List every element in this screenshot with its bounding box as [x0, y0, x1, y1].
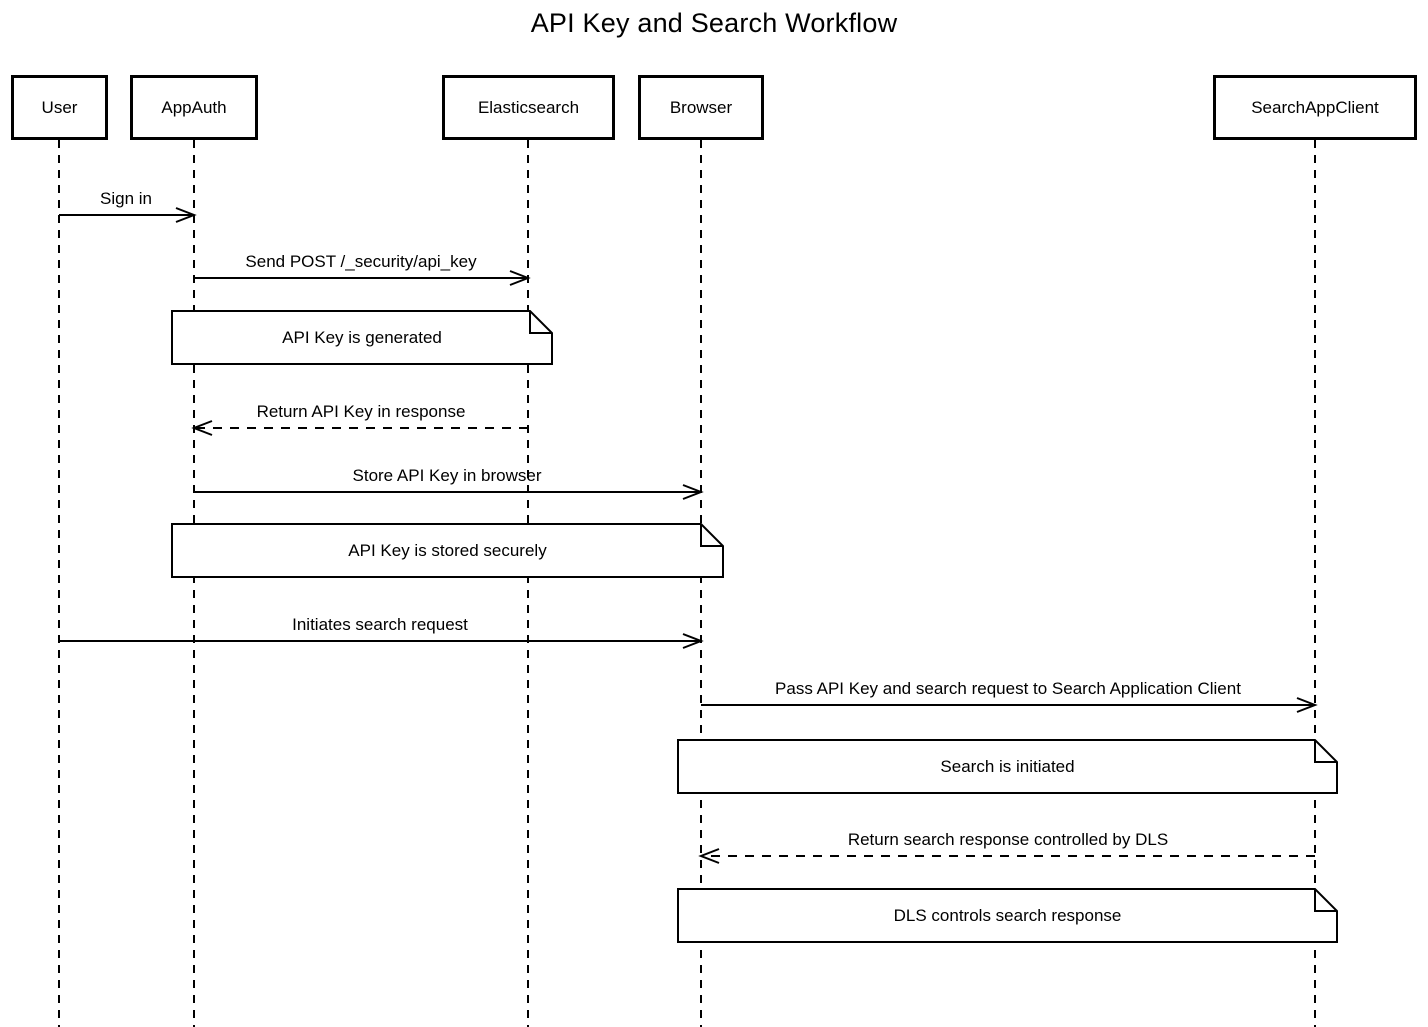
participant-appauth [130, 75, 258, 140]
message-arrow-store-api-key [194, 485, 701, 499]
message-arrow-return-search-response [701, 849, 1315, 863]
participant-browser-label: Browser [669, 97, 733, 117]
participant-user-label: User [41, 97, 78, 117]
participant-elasticsearch-label: Elasticsearch [477, 97, 580, 117]
message-label-initiates-search: Initiates search request [292, 615, 468, 634]
participant-user [11, 75, 108, 140]
message-label-store-api-key: Store API Key in browser [352, 466, 542, 485]
message-arrow-send-post [194, 271, 528, 285]
diagram-title: API Key and Search Workflow [530, 8, 898, 38]
message-label-pass-api-key: Pass API Key and search request to Search Application Client [775, 679, 1241, 698]
message-arrow-pass-api-key [701, 698, 1315, 712]
participant-browser [638, 75, 764, 140]
message-arrow-sign-in [59, 208, 194, 222]
participant-searchappclient [1213, 75, 1417, 140]
message-arrow-return-api-key [194, 421, 528, 435]
message-label-return-api-key: Return API Key in response [256, 402, 466, 421]
note-search-initiated: Search is initiated [940, 756, 1075, 776]
note-dls-controls: DLS controls search response [893, 905, 1122, 925]
message-label-return-search-response: Return search response controlled by DLS [847, 830, 1169, 849]
participant-elasticsearch [442, 75, 615, 140]
participant-searchappclient-label: SearchAppClient [1251, 97, 1379, 117]
message-label-send-post: Send POST /_security/api_key [245, 252, 477, 271]
message-arrow-initiates-search [59, 634, 701, 648]
note-api-key-stored: API Key is stored securely [348, 540, 547, 560]
note-api-key-generated: API Key is generated [282, 327, 442, 347]
participant-appauth-label: AppAuth [161, 97, 227, 117]
message-label-sign-in: Sign in [100, 189, 152, 208]
